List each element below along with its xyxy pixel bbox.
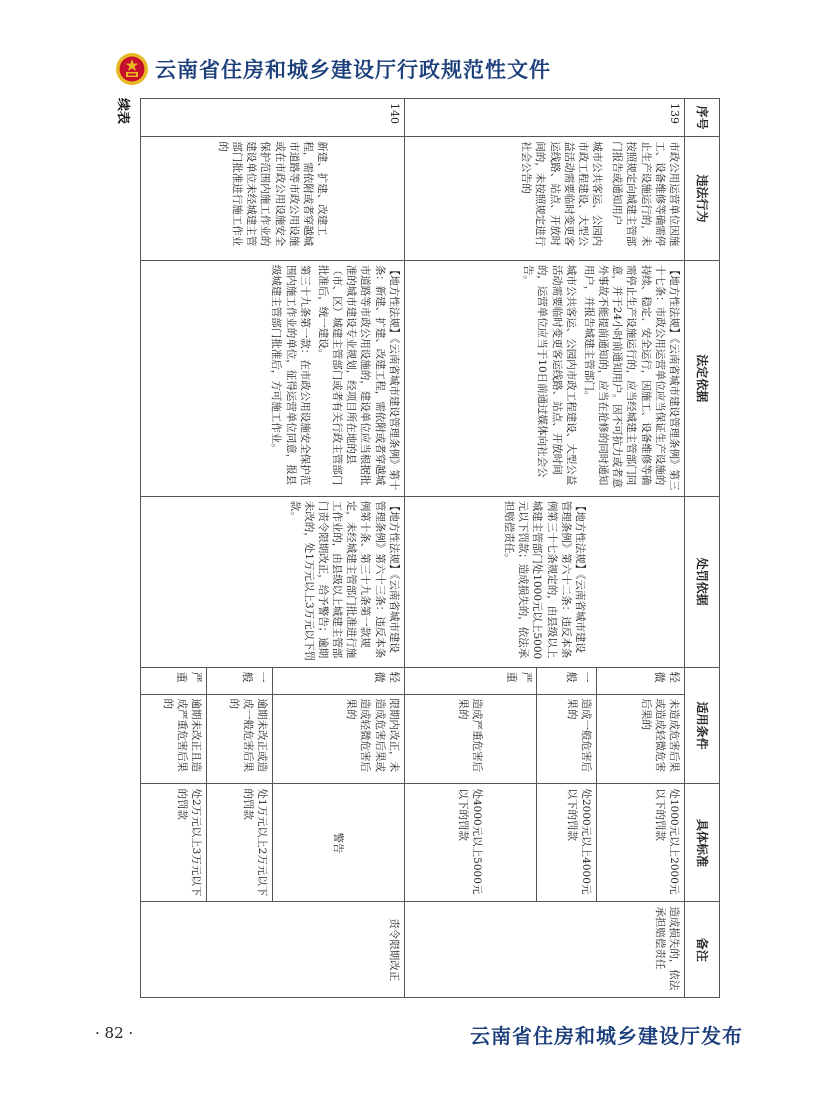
table-row [597,99,685,998]
col-header-violation: 违法行为 [685,137,720,261]
level-label: 严重 [141,667,207,694]
row-violation [404,137,684,261]
level-label: 轻微 [597,667,685,694]
page-header [115,52,715,88]
national-emblem-icon [115,52,149,86]
publisher-footer: 云南省住房和城乡建设厅发布 [470,1024,743,1048]
row-penalty-basis: 【地方性法规】《云南省城市建设管理条例》第六十二条：违反本条例第三十七条规定的，由县级以上城建主管部门处1000元以上5000元以下罚款；造成损失的，依法承担赔偿责任。 [404,496,684,667]
level-standard: 处2万元以上3万元以下的罚款 [141,784,207,902]
legal-basis-text-b: 城市公共客运、公园内市政工程建设、大型公益活动需要临时变更客运线路、站点、开放时间的，运营单位应当于10日前通过媒体向社会公告。 [522,264,577,486]
table-header-row [685,99,720,998]
row-legal-basis [141,260,405,496]
document-series-title: 云南省住房和城乡建设厅行政规范性文件 [155,58,551,82]
row-remark: 责令限期改正 [141,902,405,998]
table-row [272,99,404,998]
level-condition: 限期内改正，未造成危害后果或造成轻微危害后果的 [272,694,404,784]
level-standard: 警告 [272,784,404,902]
violation-text: 市政公用运营单位因施工、设备维修等确需停止生产设施运行的，未按照规定向城建主管部门报告或通知用户 [611,141,680,247]
col-header-legal-basis: 法定依据 [685,260,720,496]
row-penalty-basis: 【地方性法规】《云南省城市建设管理条例》第六十三条：违反本条例第十条、第三十九条第一款规定，未经城建主管部门批准进行施工作业的，由县级以上城建主管部门责令限期改正，给予警告；逾期未改的，处1万元以上3万元以下罚款。 [141,496,405,667]
level-standard: 处1万元以上2万元以下的罚款 [206,784,272,902]
violation-text-b: 城市公共客运、公园内市政工程建设、大型公益活动需要临时变更客运线路、站点、开放时间的，未按照规定进行社会公告的 [520,141,604,247]
level-condition: 未造成危害后果或造成轻微危害后果的 [597,694,685,784]
legal-basis-text: 【地方性法规】《云南省城市建设管理条例》第三十七条：市政公用运营单位应当保证生产设施的持续、稳定、安全运行，因施工、设备维修等确需停止生产设施运行的，应当经城建主管部门同意，并于24小时前通知用户。因不可抗力或者意外事故不能提前通知的，应当在抢修的同时通知用户，并报告城建主管部门。 [582,264,680,491]
col-header-penalty-basis: 处罚依据 [685,496,720,667]
col-header-remark: 备注 [685,902,720,998]
col-header-standard: 具体标准 [685,784,720,902]
legal-basis-text: 【地方性法规】《云南省城市建设管理条例》第十条：新建、扩建、改建工程，需依附或者穿越城市道路等市政公用设施的，建设单位应当根据批准的城市建设专业规划，经项目所在地的县（市、区）城建主管部门或者有关行政主管部门批准后，统一建设。 [316,264,400,491]
level-label: 严重 [404,667,536,694]
col-header-condition: 适用条件 [685,667,720,784]
level-label: 轻微 [272,667,404,694]
level-condition: 逾期未改正且造成严重危害后果的 [141,694,207,784]
level-standard: 处2000元以上4000元以下的罚款 [536,784,596,902]
col-header-seq: 序号 [685,99,720,137]
level-condition: 逾期未改正或造成一般危害后果的 [206,694,272,784]
page-number: · 82 · [95,1024,134,1042]
row-legal-basis [404,260,684,496]
rotated-table-area [115,98,720,998]
row-seq: 140 [141,99,405,137]
level-label: 一般 [536,667,596,694]
penalty-standards-table [140,98,720,998]
continued-label: 续表 [115,98,130,125]
level-condition: 造成一般危害后果的 [536,694,596,784]
level-label: 一般 [206,667,272,694]
level-condition: 造成严重危害后果的 [404,694,536,784]
level-standard: 处4000元以上5000元以下的罚款 [404,784,536,902]
row-remark: 造成损失的，依法承担赔偿责任 [404,902,684,998]
level-standard: 处1000元以上2000元以下的罚款 [597,784,685,902]
row-seq: 139 [404,99,684,137]
legal-basis-text-b: 第三十九条第一款：在市政公用设施安全保护范围内施工作业的单位，征得运营单位同意，报县级城建主管部门批准后，方可施工作业。 [270,264,311,486]
row-violation: 新建、扩建、改建工程，需依附或者穿越城市道路等市政公用设施或在市政公用设施安全保护范围内施工作业的建设单位未经城建主管部门批准进行施工作业的 [141,137,405,261]
